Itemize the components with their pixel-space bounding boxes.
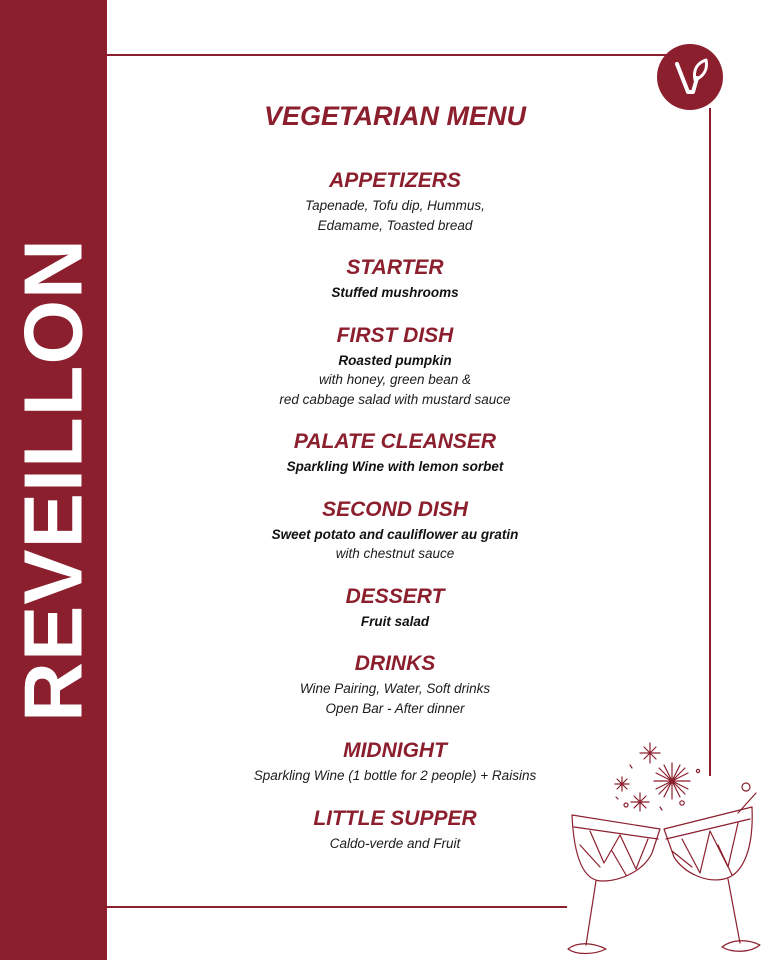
menu-item-line: Edamame, Toasted bread xyxy=(317,217,473,233)
menu-item-line: with honey, green bean & xyxy=(318,372,472,387)
section-heading: MIDNIGHT xyxy=(343,739,447,762)
frame-right-line xyxy=(709,108,711,776)
menu-section xyxy=(210,651,580,718)
menu-item-line: with chestnut sauce xyxy=(335,546,455,561)
menu-item-line: Caldo-verde and Fruit xyxy=(329,835,461,851)
cocktail-toast-icon xyxy=(560,735,768,965)
menu-item-line: red cabbage salad with mustard sauce xyxy=(279,391,511,407)
section-heading: FIRST DISH xyxy=(336,323,454,347)
menu-item-line: Fruit salad xyxy=(360,613,430,629)
menu-section xyxy=(210,168,580,235)
menu-item-line: Sweet potato and cauliflower au gratin xyxy=(271,526,519,542)
menu-title: VEGETARIAN MENU xyxy=(263,101,526,131)
section-heading: DRINKS xyxy=(354,652,436,675)
menu-sections xyxy=(210,168,580,853)
menu-item-line: Open Bar - After dinner xyxy=(325,700,465,716)
section-heading: DESSERT xyxy=(345,584,445,608)
side-band xyxy=(0,0,107,960)
menu-item-line: Stuffed mushrooms xyxy=(331,285,459,300)
menu-section xyxy=(210,738,580,786)
menu-section xyxy=(210,497,580,564)
section-heading: STARTER xyxy=(346,256,444,279)
menu-item-line: Wine Pairing, Water, Soft drinks xyxy=(299,681,491,696)
menu-section xyxy=(210,584,580,632)
menu-section xyxy=(210,323,580,410)
menu-section xyxy=(210,429,580,477)
menu-section xyxy=(210,255,580,303)
section-heading: PALATE CLEANSER xyxy=(293,430,497,453)
menu-section xyxy=(210,806,580,854)
section-heading: APPETIZERS xyxy=(329,169,461,192)
vegan-leaf-v-icon xyxy=(657,44,723,110)
menu xyxy=(210,98,580,873)
section-heading: SECOND DISH xyxy=(322,497,468,521)
menu-item-line: Tapenade, Tofu dip, Hummus, xyxy=(305,198,485,213)
frame-bottom-line xyxy=(107,906,567,908)
menu-item-line: Sparkling Wine with lemon sorbet xyxy=(286,459,504,474)
menu-item-line: Roasted pumpkin xyxy=(338,352,452,368)
section-heading: LITTLE SUPPER xyxy=(313,806,477,830)
side-title: REVEILLON xyxy=(6,238,100,722)
menu-item-line: Sparkling Wine (1 bottle for 2 people) + Raisins xyxy=(253,768,537,783)
frame-top-line xyxy=(107,54,672,56)
